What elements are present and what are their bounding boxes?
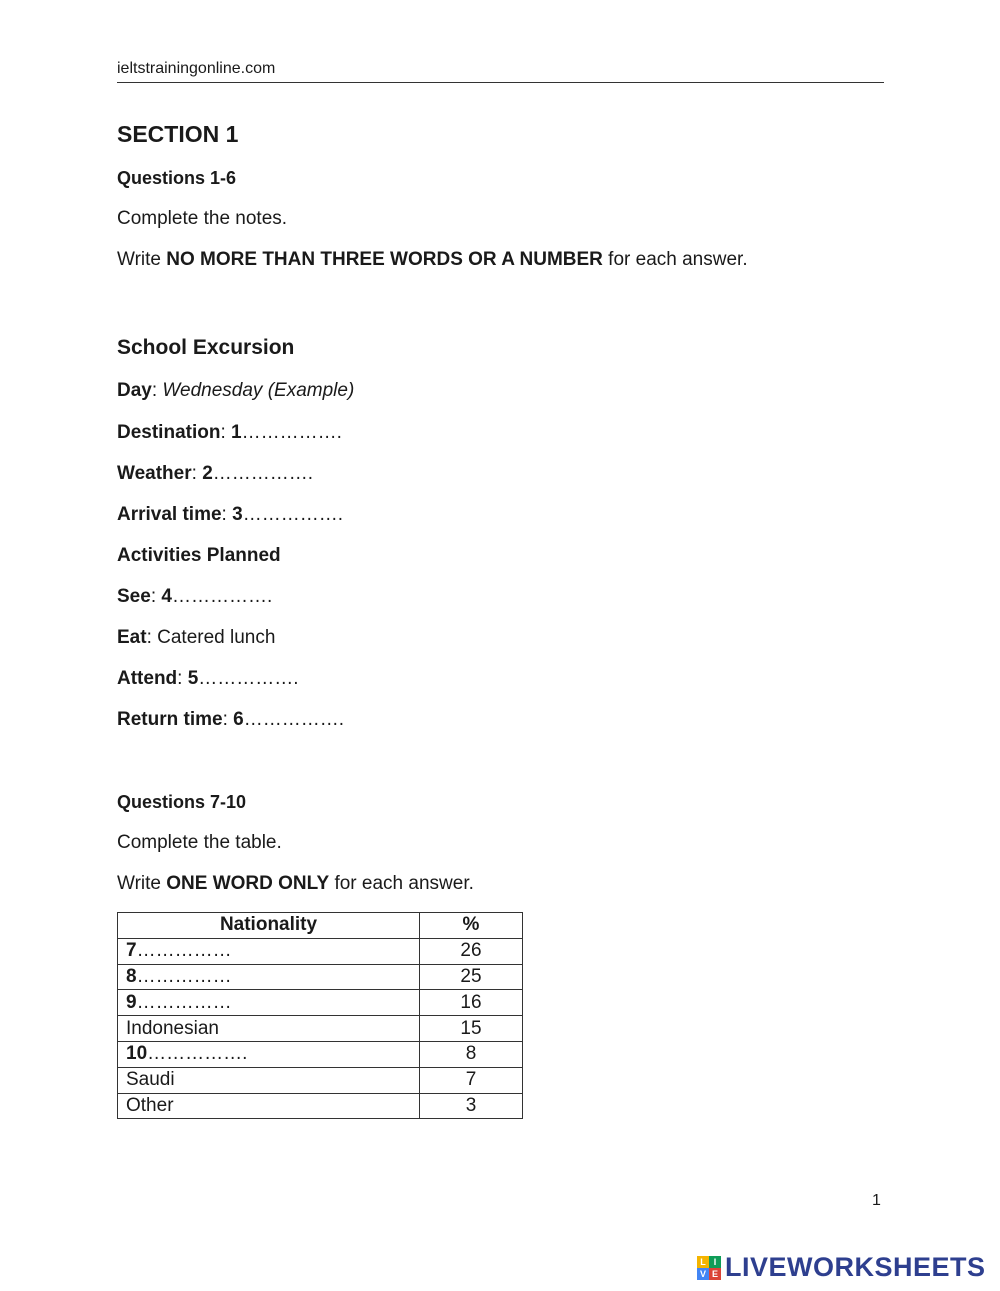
table-row — [118, 938, 523, 964]
nationality-text: Indonesian — [126, 1017, 219, 1039]
nationality-text: Other — [126, 1094, 174, 1116]
note-value: Wednesday (Example) — [162, 380, 355, 401]
note-label: Arrival time — [117, 504, 222, 525]
note-arrival-time: Arrival time: 3……………. — [117, 504, 343, 525]
note-label: Weather — [117, 463, 192, 484]
questions-1-6-heading: Questions 1-6 — [117, 168, 237, 188]
note-label: Day — [117, 380, 152, 401]
answer-blank[interactable]: ……………. — [243, 709, 344, 730]
question-number: 2 — [202, 463, 213, 484]
percent-cell: 26 — [420, 938, 523, 964]
percent-cell: 16 — [420, 990, 523, 1016]
note-label: Eat — [117, 627, 147, 648]
instruction-word-limit-table — [117, 873, 474, 895]
nationality-cell — [118, 1016, 420, 1042]
page-header — [117, 60, 884, 83]
logo-letter: I — [709, 1256, 721, 1268]
instruction-complete-notes: Complete the notes. — [117, 208, 288, 229]
table-row — [118, 1016, 523, 1042]
note-day: Day: Wednesday (Example) — [117, 380, 355, 401]
question-number: 10 — [126, 1043, 148, 1065]
instruction-complete-table: Complete the table. — [117, 832, 282, 853]
nationality-table — [117, 912, 523, 1119]
answer-blank[interactable]: ……………. — [171, 586, 273, 607]
note-destination: Destination: 1……………. — [117, 422, 342, 443]
questions-7-10-heading: Questions 7-10 — [117, 792, 247, 812]
answer-blank[interactable]: …………… — [136, 991, 232, 1013]
logo-letter: L — [697, 1256, 709, 1268]
notes-title: School Excursion — [117, 336, 295, 359]
table-row — [118, 1067, 523, 1093]
question-number: 6 — [233, 709, 244, 730]
answer-blank[interactable]: ……………. — [242, 504, 343, 525]
instruction-bold: ONE WORD ONLY — [166, 873, 330, 894]
question-number: 1 — [231, 422, 242, 443]
site-url: ieltstrainingonline.com — [117, 60, 276, 77]
question-number: 8 — [126, 965, 137, 987]
logo-letter: E — [709, 1268, 721, 1280]
table-row — [118, 1093, 523, 1119]
table-header-row — [118, 913, 523, 939]
percent-cell: 7 — [420, 1067, 523, 1093]
nationality-cell — [118, 990, 420, 1016]
answer-blank[interactable]: ……………. — [147, 1043, 248, 1065]
header-nationality: Nationality — [118, 913, 420, 939]
logo-letter: V — [697, 1268, 709, 1280]
table-row — [118, 1041, 523, 1067]
liveworksheets-logo[interactable] — [697, 1252, 986, 1283]
answer-blank[interactable]: ……………. — [198, 668, 299, 689]
percent-cell: 15 — [420, 1016, 523, 1042]
nationality-cell — [118, 1093, 420, 1119]
nationality-cell — [118, 964, 420, 990]
note-attend: Attend: 5……………. — [117, 668, 299, 689]
percent-cell: 25 — [420, 964, 523, 990]
question-number: 7 — [126, 940, 137, 962]
table-row — [118, 964, 523, 990]
question-number: 9 — [126, 991, 137, 1013]
liveworksheets-icon — [697, 1256, 721, 1280]
note-label: Destination — [117, 422, 221, 443]
instruction-text: Write — [117, 249, 167, 270]
nationality-cell — [118, 1067, 420, 1093]
note-label: Return time — [117, 709, 223, 730]
nationality-cell — [118, 1041, 420, 1067]
question-number: 4 — [161, 586, 172, 607]
instruction-word-limit — [117, 249, 748, 271]
page-number: 1 — [872, 1192, 881, 1209]
activities-heading: Activities Planned — [117, 545, 281, 566]
table-row — [118, 990, 523, 1016]
nationality-cell — [118, 938, 420, 964]
section-title: SECTION 1 — [117, 121, 239, 147]
instruction-text: Write — [117, 873, 167, 894]
question-number: 3 — [232, 504, 243, 525]
note-label: See — [117, 586, 151, 607]
note-weather: Weather: 2……………. — [117, 463, 314, 484]
header-percent: % — [420, 913, 523, 939]
instruction-bold: NO MORE THAN THREE WORDS OR A NUMBER — [166, 249, 603, 270]
instruction-text: for each answer. — [329, 873, 474, 894]
answer-blank[interactable]: ……………. — [241, 422, 342, 443]
note-value: Catered lunch — [157, 627, 276, 648]
note-label: Attend — [117, 668, 178, 689]
answer-blank[interactable]: …………… — [136, 940, 232, 962]
nationality-text: Saudi — [126, 1069, 175, 1091]
percent-cell: 8 — [420, 1041, 523, 1067]
note-return-time: Return time: 6……………. — [117, 709, 344, 730]
note-see: See: 4……………. — [117, 586, 273, 607]
question-number: 5 — [187, 668, 199, 689]
percent-cell: 3 — [420, 1093, 523, 1119]
note-eat: Eat: Catered lunch — [117, 627, 276, 648]
answer-blank[interactable]: …………… — [136, 965, 232, 987]
instruction-text: for each answer. — [602, 249, 748, 270]
liveworksheets-brand-text: LIVEWORKSHEETS — [725, 1252, 986, 1282]
answer-blank[interactable]: ……………. — [212, 463, 314, 484]
